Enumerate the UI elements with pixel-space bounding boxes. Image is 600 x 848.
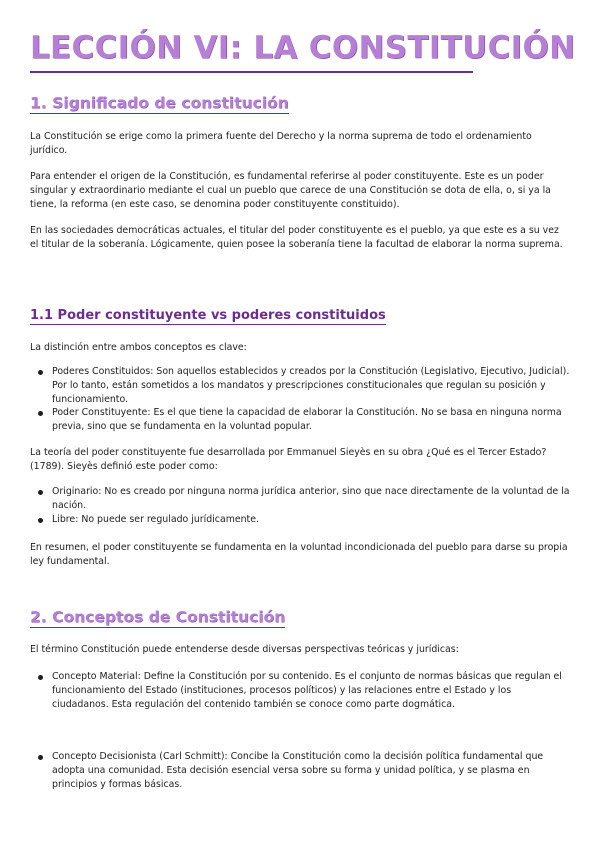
section-heading-2-text: 2. Conceptos de Constitución — [30, 608, 286, 626]
title-underline — [30, 71, 473, 73]
subsection-heading-1-1-text: 1.1 Poder constituyente vs poderes constituidos — [30, 308, 386, 323]
paragraph-sieyes: La teoría del poder constituyente fue desarrollada por Emmanuel Sieyès en su obra ¿Qué es el Tercer Estado? (1789). Sieyès definió este poder como: — [30, 447, 547, 472]
bullet-poderes-constituidos: Poderes Constituidos: Son aquellos establecidos y creados por la Constitución (Legislativo, Ejecutivo, Judicial). Por lo tanto, están sometidos a los mandatos y prescripciones constitucionales que regulan su posición y funcionamiento. — [52, 366, 570, 405]
bullet-concepto-decisionista: Concepto Decisionista (Carl Schmitt): Concibe la Constitución como la decisión política fundamental que adopta una comunidad. Esta decisión esencial versa sobre su forma y unidad política, y se plasma en principios y formas básicas. — [52, 751, 544, 790]
section-heading-1-text: 1. Significado de constitución — [30, 94, 289, 112]
intro-conceptos: El término Constitución puede entenderse desde diversas perspectivas teóricas y jurídicas: — [30, 644, 459, 655]
bullet-poder-constituyente: Poder Constituyente: Es el que tiene la capacidad de elaborar la Constitución. No se basa en ninguna norma previa, sino que se fundamenta en la voluntad popular. — [52, 407, 562, 432]
section-heading-1 — [30, 94, 289, 114]
paragraph-2: Para entender el origen de la Constitución, es fundamental referirse al poder constituyente. Este es un poder singular y extraordinario mediante el cual un pueblo que carece de una Constitución se dota de ella, o, si ya la tiene, la reforma (en este caso, se denomina poder constituyente constituido). — [30, 171, 551, 210]
paragraph-resumen: En resumen, el poder constituyente se fundamenta en la voluntad incondicionada del pueblo para darse su propia ley fundamental. — [30, 542, 568, 567]
paragraph-1: La Constitución se erige como la primera fuente del Derecho y la norma suprema de todo el ordenamiento jurídico. — [30, 131, 532, 156]
page-title: LECCIÓN VI: LA CONSTITUCIÓN — [30, 30, 576, 66]
section-heading-2 — [30, 608, 285, 628]
bullet-dot — [38, 411, 43, 416]
subsection-heading-1-1 — [30, 308, 386, 325]
bullet-dot — [38, 490, 43, 495]
bullet-originario: Originario: No es creado por ninguna norma jurídica anterior, sino que nace directamente de la voluntad de la nación. — [52, 486, 570, 511]
bullet-libre: Libre: No puede ser regulado jurídicamente. — [52, 514, 259, 525]
bullet-dot — [38, 675, 43, 680]
bullet-concepto-material: Concepto Material: Define la Constitución por su contenido. Es el conjunto de normas básicas que regulan el funcionamiento del Estado (instituciones, procesos políticos) y las relaciones entre el Estado y los ciudadanos. Esta regulación del contenido también se conoce como parte dogmática. — [52, 671, 562, 710]
bullet-dot — [38, 370, 43, 375]
bullet-dot — [38, 518, 43, 523]
bullet-dot — [38, 755, 43, 760]
intro-distinction: La distinción entre ambos conceptos es clave: — [30, 342, 247, 353]
paragraph-3: En las sociedades democráticas actuales, el titular del poder constituyente es el pueblo, ya que este es a su vez el titular de la soberanía. Lógicamente, quien posee la soberanía tiene la facultad de elaborar la norma suprema. — [30, 225, 563, 250]
